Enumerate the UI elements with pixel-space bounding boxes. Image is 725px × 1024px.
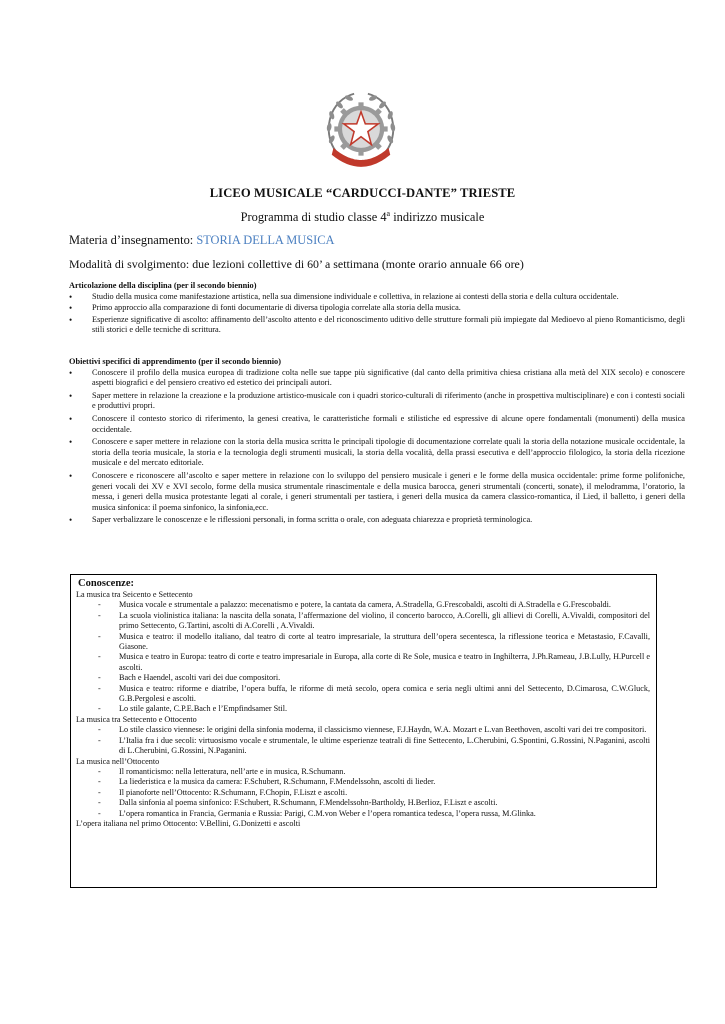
subject-label: Materia d’insegnamento: <box>69 233 197 247</box>
conoscenze-item: - Il romanticismo: nella letteratura, nell’arte e in musica, R.Schumann. <box>76 767 650 777</box>
conoscenze-item: - L’Italia fra i due secoli: virtuosismo vocale e strumentale, le ultime esperienze teatrali di fine Settecento, L.Cherubini, G.Spontini, G.Rossini, N.Paganini, ascolti di L.Cherubini, G.Rossini, N.Paganini. <box>76 736 650 757</box>
conoscenze-item: - La scuola violinistica italiana: la nascita della sonata, l’affermazione del violino, il concerto barocco, A.Corelli, gli allievi di Corelli, A.Vivaldi, compositori del primo Settecento, G.Tartini, ascolti di A.Corelli , A.Vivaldi. <box>76 611 650 632</box>
subject-value: STORIA DELLA MUSICA <box>196 233 335 247</box>
school-title: LICEO MUSICALE “CARDUCCI-DANTE” TRIESTE <box>209 186 516 200</box>
conoscenze-item: - Musica e teatro: riforme e diatribe, l’opera buffa, le riforme di metà secolo, opera comica e seria negli ultimi anni del Settecento, D.Cimarosa, C.W.Gluck, G.B.Pergolesi e ascolti. <box>76 684 650 705</box>
repubblica-italiana-emblem-icon <box>318 86 404 172</box>
obiettivi-item: • Conoscere e riconoscere all’ascolto e saper mettere in relazione con lo sviluppo del pensiero musicale i generi e le forme della musica occidentale: prime forme polifoniche, generi vocali dei XV e XVI secolo, forme della musica strumentale rinascimentale e della musica barocca, generi strumentali (concerti, sonate), il melodramma, l’oratorio, la messa, i generi della musica protestante legati al corale, i generi strumentali per tastiera, i generi della musica da camera classico-romantica, il Lied, il balletto, i generi della musica sinfonica: il poema sinfonico, la sinfonia,ecc. <box>69 471 685 513</box>
conoscenze-item: - Musica vocale e strumentale a palazzo: mecenatismo e potere, la cantata da camera, A.Stradella, G.Frescobaldi, ascolti di A.Stradella e G.Frescobaldi. <box>76 600 650 610</box>
conoscenze-item: - Musica e teatro: il modello italiano, dal teatro di corte al teatro impresariale, la struttura dell’opera secentesca, la riflessione teorica e Metastasio, F.Cavalli, Giasone. <box>76 632 650 653</box>
obiettivi-section <box>69 357 685 528</box>
program-title-post: indirizzo musicale <box>390 210 485 225</box>
articolazione-title: Articolazione della disciplina (per il secondo biennio) <box>69 281 257 290</box>
articolazione-item: • Primo approccio alla comparazione di fonti documentarie di diversa tipologia correlate alla storia della musica. <box>69 303 685 314</box>
conoscenze-item: - Lo stile galante, C.P.E.Bach e l’Empfindsamer Stil. <box>76 704 650 714</box>
obiettivi-item: • Conoscere il profilo della musica europea di tradizione colta nelle sue tappe più significative (dal canto della primitiva chiesa cristiana alla metà del XIX secolo) e conoscere aspetti biografici e del pensiero creativo ed estetico dei principali autori. <box>69 368 685 389</box>
conoscenze-group-heading: La musica tra Seicento e Settecento <box>76 590 193 599</box>
obiettivi-item: • Saper mettere in relazione la creazione e la produzione artistico-musicale con i quadri storico-culturali di riferimento (anche in prospettiva multisciplinare) e con i contesti sociali e produttivi propri. <box>69 391 685 412</box>
conoscenze-list <box>76 600 650 714</box>
obiettivi-item: • Conoscere il contesto storico di riferimento, la genesi creativa, le caratteristiche formali e stilistiche ed espressive di alcune opere fondamentali (monumenti) della musica occidentale. <box>69 414 685 435</box>
articolazione-item: • Esperienze significative di ascolto: affinamento dell’ascolto attento e del riconoscimento uditivo delle strutture formali più impiegate dal Medioevo al pieno Romanticismo, degli stili storici e delle tecniche di scrittura. <box>69 315 685 336</box>
conoscenze-item: - Musica e teatro in Europa: teatro di corte e teatro impresariale in Europa, alla corte di Re Sole, musica e teatro in Inghilterra, J.Ph.Rameau, J.B.Lully, H.Purcell e ascolti. <box>76 652 650 673</box>
conoscenze-item: - La liederistica e la musica da camera: F.Schubert, R.Schumann, F.Mendelssohn, ascolti di lieder. <box>76 777 650 787</box>
conoscenze-box <box>70 574 657 888</box>
articolazione-list <box>69 292 685 336</box>
program-title <box>0 209 725 225</box>
conoscenze-item: - Il pianoforte nell’Ottocento: R.Schumann, F.Chopin, F.Liszt e ascolti. <box>76 788 650 798</box>
conoscenze-group-heading: L’opera italiana nel primo Ottocento: V.Bellini, G.Donizetti e ascolti <box>76 818 301 828</box>
conoscenze-list <box>76 725 650 756</box>
conoscenze-list <box>76 767 650 819</box>
obiettivi-list <box>69 368 685 526</box>
obiettivi-item: • Conoscere e saper mettere in relazione con la storia della musica scritta le principali tipologie di documentazione correlate quali la storia della notazione musicale occidentale, la storia della teoria musicale, la storia e la tecnologia degli strumenti musicali, la storia della vocalità, della prassi esecutiva e dell’approccio filologico, la storia della ricezione musicale e del mercato editoriale. <box>69 437 685 469</box>
mode-line: Modalità di svolgimento: due lezioni collettive di 60’ a settimana (monte orario annuale 66 ore) <box>69 257 524 271</box>
emblem-ribbon-text: EPUBBLICA ITALIAN <box>337 148 385 163</box>
obiettivi-title: Obiettivi specifici di apprendimento (per il secondo biennio) <box>69 357 281 366</box>
conoscenze-item: - L’opera romantica in Francia, Germania e Russia: Parigi, C.M.von Weber e l’opera romantica tedesca, l’opera russa, M.Glinka. <box>76 809 650 819</box>
subject-line <box>69 233 334 248</box>
conoscenze-group-heading: La musica tra Settecento e Ottocento <box>76 714 197 724</box>
articolazione-section <box>69 281 685 337</box>
articolazione-item: • Studio della musica come manifestazione artistica, nella sua dimensione individuale e collettiva, in relazione ai contesti della storia e della cultura occidentale. <box>69 292 685 303</box>
conoscenze-item: - Bach e Haendel, ascolti vari dei due compositori. <box>76 673 650 683</box>
obiettivi-item: • Saper verbalizzare le conoscenze e le riflessioni personali, in forma scritta o orale, con adeguata chiarezza e proprietà terminologica. <box>69 515 685 526</box>
program-title-sup: a <box>386 209 391 218</box>
conoscenze-item: - Dalla sinfonia al poema sinfonico: F.Schubert, R.Schumann, F.Mendelssohn-Bartholdy, H.Berlioz, F.Liszt e ascolti. <box>76 798 650 808</box>
conoscenze-group-heading: La musica nell’Ottocento <box>76 756 160 766</box>
conoscenze-title: Conoscenze: <box>78 578 134 589</box>
conoscenze-item: - Lo stile classico viennese: le origini della sinfonia moderna, il classicismo viennese, F.J.Haydn, W.A. Mozart e L.van Beethoven, ascolti vari dei tre compositori. <box>76 725 650 735</box>
program-title-pre: Programma di studio classe 4 <box>240 210 387 225</box>
